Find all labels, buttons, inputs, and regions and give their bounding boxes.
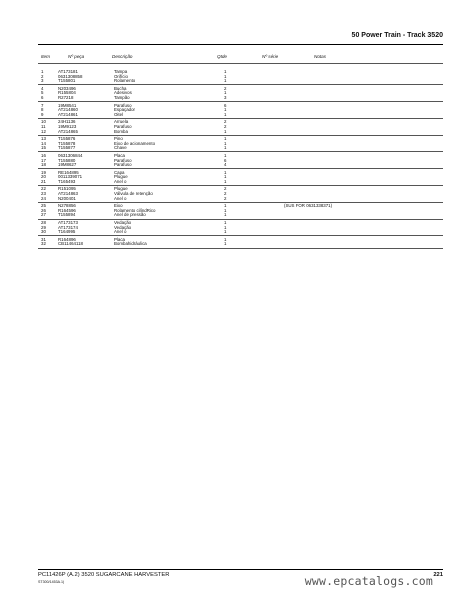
cell-item: 31 — [41, 236, 46, 242]
cell-description: Adesivos — [114, 90, 132, 96]
cell-item: 11 — [41, 123, 46, 129]
cell-item: 32 — [41, 241, 46, 247]
table-row — [38, 242, 443, 247]
cell-description: Arruela — [114, 119, 129, 125]
cell-item: 5 — [41, 90, 44, 96]
table-row — [38, 230, 443, 235]
cell-qty: 1 — [224, 78, 227, 84]
cell-description: Eixo de acionamento — [114, 140, 156, 146]
cell-description: Pino — [114, 136, 123, 142]
cell-qty: 1 — [224, 152, 227, 158]
column-header-serial: Nº série — [262, 54, 279, 59]
cell-description: Bucha — [114, 85, 127, 91]
cell-item: 2 — [41, 73, 44, 79]
cell-qty: 1 — [224, 73, 227, 79]
column-header-divider — [38, 63, 443, 64]
page-title: 50 Power Train - Track 3520 — [351, 32, 443, 39]
cell-qty: 1 — [224, 111, 227, 117]
cell-description: Plugue — [114, 174, 128, 180]
table-row — [38, 79, 443, 84]
table-row-group — [38, 87, 443, 102]
cell-item: 13 — [41, 136, 46, 142]
cell-item: 24 — [41, 195, 46, 201]
header-divider — [38, 44, 443, 45]
table-row-group — [38, 187, 443, 202]
table-row — [38, 163, 443, 168]
cell-item: 8 — [41, 107, 44, 113]
cell-description: Vedação — [114, 220, 132, 226]
cell-part-no: 0631306844 — [58, 152, 83, 158]
cell-description: Rolamento cilíndRico — [114, 207, 156, 213]
cell-description: Capa — [114, 169, 125, 175]
cell-item: 17 — [41, 157, 46, 163]
cell-notes: (SUS FOR 0631338371) — [284, 203, 333, 209]
cell-description: Anel o — [114, 229, 127, 235]
cell-part-no: T165493 — [58, 178, 76, 184]
cell-item: 14 — [41, 140, 46, 146]
cell-part-no: N278856 — [58, 203, 76, 209]
cell-part-no: T155880 — [58, 157, 76, 163]
cell-description: Tampa — [114, 69, 128, 74]
cell-part-no: CB11464118 — [58, 241, 83, 247]
cell-part-no: AT214861 — [58, 111, 78, 117]
cell-qty: 4 — [224, 162, 227, 168]
cell-qty: 1 — [224, 128, 227, 134]
cell-description: Eixo — [114, 203, 123, 209]
cell-qty: 1 — [224, 178, 227, 184]
column-header-description: Descrição — [112, 54, 133, 59]
cell-qty: 1 — [224, 241, 227, 247]
cell-description: Placa — [114, 236, 125, 242]
cell-qty: 2 — [224, 123, 227, 129]
cell-description: Oitel — [114, 111, 124, 117]
table-row-group — [38, 137, 443, 152]
cell-description: Chave — [114, 145, 127, 151]
cell-part-no: AT214865 — [58, 128, 78, 134]
cell-description: Parafuso — [114, 157, 132, 163]
cell-qty: 1 — [224, 69, 227, 74]
cell-item: 19 — [41, 169, 46, 175]
cell-qty: 2 — [224, 85, 227, 91]
cell-qty: 1 — [224, 174, 227, 180]
cell-description: Rolamento — [114, 78, 136, 84]
cell-item: 4 — [41, 85, 44, 91]
cell-qty: 1 — [224, 107, 227, 113]
cell-item: 30 — [41, 229, 46, 235]
column-header-qty: Qtde — [217, 54, 227, 59]
cell-part-no: T155878 — [58, 140, 76, 146]
cell-part-no: R155804 — [58, 90, 76, 96]
cell-qty: 2 — [224, 119, 227, 125]
cell-item: 18 — [41, 162, 46, 168]
cell-part-no: 0011339071 — [58, 174, 83, 180]
footer-reference: ST300/1453A.1) — [38, 580, 65, 584]
cell-description: Tampão — [114, 94, 130, 100]
cell-item: 21 — [41, 178, 46, 184]
table-row-group — [38, 221, 443, 236]
cell-description: Válvula de retenção — [114, 191, 153, 197]
cell-item: 27 — [41, 212, 46, 218]
cell-item: 9 — [41, 111, 44, 117]
table-row — [38, 96, 443, 101]
cell-qty: 2 — [224, 195, 227, 201]
cell-qty: 2 — [224, 191, 227, 197]
cell-item: 7 — [41, 102, 44, 108]
cell-item: 23 — [41, 191, 46, 197]
cell-description: Parafuso — [114, 102, 132, 108]
cell-item: 3 — [41, 78, 44, 84]
table-row-group — [38, 104, 443, 119]
cell-item: 1 — [41, 69, 44, 74]
cell-qty: 1 — [224, 136, 227, 142]
cell-description: Placa — [114, 152, 125, 158]
cell-description: Vedação — [114, 224, 132, 230]
cell-qty: 1 — [224, 169, 227, 175]
cell-description: Espaçador — [114, 107, 135, 113]
column-header-notes: Notas — [314, 54, 327, 59]
cell-part-no: R164896 — [58, 236, 76, 242]
cell-description: Parafuso — [114, 162, 132, 168]
cell-item: 29 — [41, 224, 46, 230]
table-row — [38, 113, 443, 118]
footer-catalog-id: PC11426P (A.2) 3520 SUGARCANE HARVESTER — [38, 572, 170, 578]
cell-part-no: AT173173 — [58, 220, 78, 226]
cell-qty: 1 — [224, 207, 227, 213]
table-row — [38, 213, 443, 218]
cell-item: 28 — [41, 220, 46, 226]
cell-item: 25 — [41, 203, 46, 209]
cell-qty: 1 — [224, 229, 227, 235]
column-header-item: Item — [41, 54, 50, 59]
cell-qty: 2 — [224, 186, 227, 192]
table-row-group — [38, 171, 443, 186]
cell-part-no: R151095 — [58, 186, 76, 192]
cell-qty: 1 — [224, 220, 227, 226]
cell-item: 20 — [41, 174, 46, 180]
cell-part-no: N203496 — [58, 85, 76, 91]
cell-part-no: N200401 — [58, 195, 76, 201]
cell-qty: 1 — [224, 145, 227, 151]
table-row — [38, 130, 443, 135]
cell-item: 12 — [41, 128, 46, 134]
cell-part-no: AT173181 — [58, 69, 78, 74]
page-number: 221 — [433, 572, 443, 578]
cell-item: 22 — [41, 186, 46, 192]
table-row-group — [38, 120, 443, 135]
cell-description: Orifício — [114, 73, 128, 79]
cell-item: 16 — [41, 152, 46, 158]
cell-part-no: 0631308858 — [58, 73, 83, 79]
cell-part-no: T155894 — [58, 212, 76, 218]
cell-item: 15 — [41, 145, 46, 151]
cell-part-no: AT214860 — [58, 107, 78, 113]
cell-part-no: T155876 — [58, 136, 76, 142]
cell-part-no: R164596 — [58, 207, 76, 213]
cell-qty: 6 — [224, 102, 227, 108]
cell-description: Plugue — [114, 186, 128, 192]
cell-description: Anel o — [114, 178, 127, 184]
parts-table — [38, 70, 443, 250]
table-row-group — [38, 70, 443, 85]
cell-item: 6 — [41, 94, 44, 100]
cell-part-no: 19M8541 — [58, 102, 77, 108]
cell-qty: 1 — [224, 224, 227, 230]
cell-item: 26 — [41, 207, 46, 213]
table-row — [38, 197, 443, 202]
cell-qty: 1 — [224, 90, 227, 96]
cell-qty: 1 — [224, 212, 227, 218]
cell-description: Bomba — [114, 128, 128, 134]
cell-description: Parafuso — [114, 123, 132, 129]
cell-qty: 6 — [224, 157, 227, 163]
cell-item: 10 — [41, 119, 46, 125]
cell-part-no: AT214863 — [58, 191, 78, 197]
cell-qty: 1 — [224, 140, 227, 146]
table-row-group — [38, 238, 443, 249]
table-row-group — [38, 204, 443, 219]
cell-part-no: 24H1136 — [58, 119, 76, 125]
watermark-url[interactable]: www.epcatalogs.com — [304, 574, 433, 588]
column-header-part-no: Nº peça — [68, 54, 85, 59]
cell-part-no: T164995 — [58, 229, 76, 235]
cell-qty: 1 — [224, 236, 227, 242]
cell-description: Anel de pressão — [114, 212, 146, 218]
footer-divider — [38, 569, 443, 570]
cell-part-no: 19M8627 — [58, 162, 77, 168]
cell-qty: 1 — [224, 203, 227, 209]
cell-description: Anel o — [114, 195, 127, 201]
cell-part-no: T155877 — [58, 145, 76, 151]
cell-part-no: T155801 — [58, 78, 76, 84]
cell-description: Bombahidráulica — [114, 241, 147, 247]
cell-qty: 3 — [224, 94, 227, 100]
cell-part-no: AT173174 — [58, 224, 78, 230]
cell-part-no: RE164895 — [58, 169, 79, 175]
table-row — [38, 180, 443, 185]
table-row — [38, 146, 443, 151]
table-row-group — [38, 154, 443, 169]
cell-part-no: R27218 — [58, 94, 74, 100]
cell-part-no: 19M9123 — [58, 123, 77, 129]
